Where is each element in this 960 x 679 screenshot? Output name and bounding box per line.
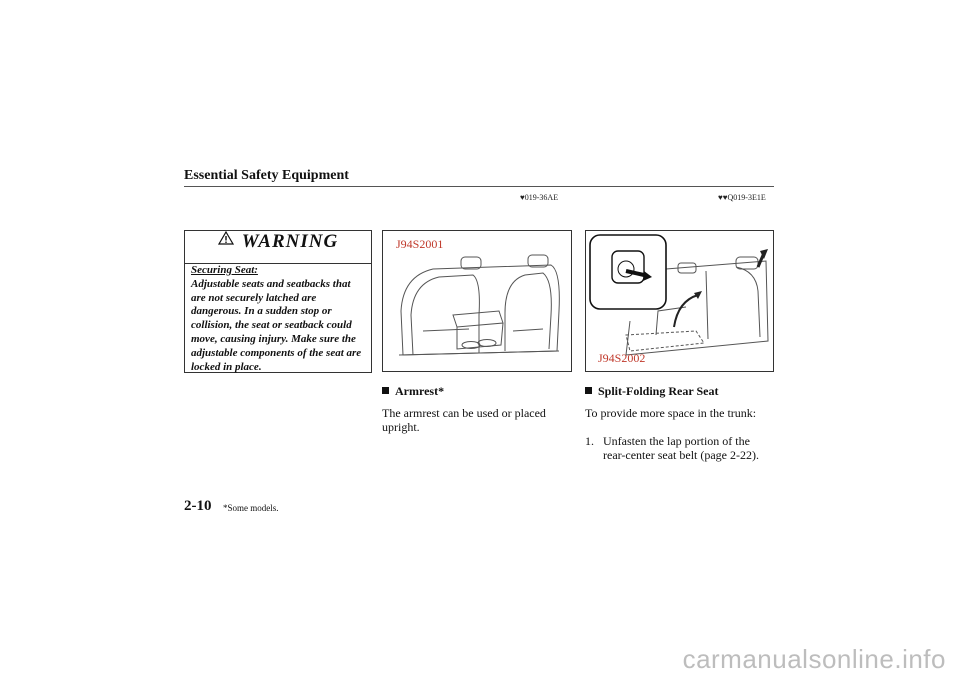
split-seat-step-1 xyxy=(585,434,775,462)
warning-triangle-icon xyxy=(218,231,234,250)
bullet-square-icon xyxy=(382,387,389,394)
armrest-heading-text: Armrest* xyxy=(395,384,445,398)
warning-subtitle: Securing Seat: xyxy=(191,264,258,276)
footnote: *Some models. xyxy=(223,503,279,513)
warning-box xyxy=(184,230,372,373)
step-line-2: rear-center seat belt (page 2-22). xyxy=(603,448,759,462)
armrest-heading xyxy=(382,384,444,399)
reference-code-left: ♥019-36AE xyxy=(520,193,559,202)
reference-code-right: ♥♥Q019-3E1E xyxy=(718,193,766,202)
figure-label-armrest: J94S2001 xyxy=(396,237,444,251)
figure-label-split-seat: J94S2002 xyxy=(598,351,646,365)
header-divider xyxy=(184,186,774,187)
warning-text-block xyxy=(191,264,367,374)
split-seat-heading xyxy=(585,384,718,399)
warning-title: WARNING xyxy=(241,231,339,252)
split-seat-body: To provide more space in the trunk: xyxy=(585,406,757,420)
armrest-drawing xyxy=(383,231,572,372)
split-seat-illustration xyxy=(585,230,774,372)
step-line-1: Unfasten the lap portion of the xyxy=(603,434,750,448)
step-number: 1. xyxy=(585,434,594,448)
section-title: Essential Safety Equipment xyxy=(184,168,349,183)
armrest-body: The armrest can be used or placed upright. xyxy=(382,406,546,434)
bullet-square-icon xyxy=(585,387,592,394)
warning-body: Adjustable seats and seatbacks that are not securely latched are dangerous. In a sudden stop or collision, the seat or seatback could move, causing injury. Make sure the adjustable components of the seat are locked in place. xyxy=(191,277,362,373)
warning-header xyxy=(185,231,371,261)
armrest-illustration xyxy=(382,230,572,372)
watermark: carmanualsonline.info xyxy=(682,644,946,674)
split-seat-heading-text: Split-Folding Rear Seat xyxy=(598,384,719,398)
page-number: 2-10 xyxy=(184,498,212,514)
